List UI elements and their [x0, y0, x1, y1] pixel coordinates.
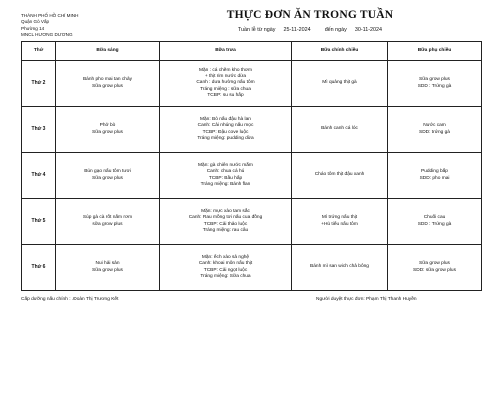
from-date: 25-11-2024	[283, 27, 311, 33]
column-header-lunch: Bữa trưa	[160, 42, 292, 61]
menu-line: Tráng miệng: Sữa chua	[200, 273, 251, 279]
menu-line: Canh: Rau mồng tơi nấu cua đồng	[188, 215, 263, 221]
menu-line: Chuối cau	[423, 215, 446, 221]
menu-line: Pudding bắp	[421, 169, 448, 175]
to-label: đến ngày	[324, 27, 347, 33]
menu-line: Mì quảng thịt gà	[322, 80, 357, 86]
table-body	[22, 61, 482, 291]
breakfast-cell	[56, 199, 160, 245]
day-cell: Thứ 6	[22, 245, 56, 291]
day-cell: Thứ 5	[22, 199, 56, 245]
weekly-menu-table	[21, 41, 482, 291]
menu-line: Tráng miệng: Bánh flan	[200, 181, 251, 187]
menu-line: sữa grow plus	[92, 221, 123, 227]
menu-line: Sữa grow plus	[92, 175, 123, 181]
lunch-cell	[160, 245, 292, 291]
menu-line: Sữa grow plus	[92, 83, 123, 89]
approver-signature-line: Người duyệt thực đơn: Phạm Thị Thanh Huyền	[316, 297, 417, 302]
to-date: 30-11-2024	[354, 27, 383, 33]
snack-cell	[388, 199, 482, 245]
menu-line: Sữa grow plus	[92, 129, 123, 135]
menu-line: Mặn: ếch xào sả nghệ	[201, 255, 250, 261]
column-header-breakfast: Bữa sáng	[56, 42, 160, 61]
menu-line: Canh: chua cá hú	[206, 169, 245, 175]
lunch-cell	[160, 107, 292, 153]
snack-cell	[388, 153, 482, 199]
menu-line: TCBP: Cải ngọt luộc	[203, 267, 248, 273]
menu-line: TCBP: su su hấp	[207, 92, 244, 98]
menu-line: Mặn : cá chẽm kho thơm	[199, 67, 252, 73]
menu-line: Súp gà cà rốt nấm rơm	[82, 215, 133, 221]
chef-signature-line: Cấp dưỡng nấu chính : .Đoàn Thị Trương Kết	[21, 297, 119, 302]
breakfast-cell	[56, 245, 160, 291]
table-header-row	[22, 42, 482, 61]
week-range	[200, 27, 420, 33]
breakfast-cell	[56, 107, 160, 153]
menu-line: TCBP: Cải thảo luộc	[203, 221, 248, 227]
table-row	[22, 153, 482, 199]
table-row	[22, 245, 482, 291]
menu-line: Phở bò	[99, 123, 116, 129]
menu-line: Sữa grow plus	[419, 77, 450, 83]
org-line: MNCL HƯƠNG DƯƠNG	[21, 32, 73, 38]
menu-line: Canh: Cải nhúng nấu mọc	[197, 123, 254, 129]
snack-cell	[388, 245, 482, 291]
column-header-snack: Bữa phụ chiều	[388, 42, 482, 61]
menu-line: Bún gạo nấu tôm tươi	[84, 169, 131, 175]
day-cell: Thứ 2	[22, 61, 56, 107]
main-afternoon-cell	[292, 199, 388, 245]
page-title: THỰC ĐƠN ĂN TRONG TUẦN	[226, 9, 394, 21]
main-afternoon-cell	[292, 153, 388, 199]
menu-line: Bánh pho mai tan chảy	[82, 77, 133, 83]
snack-cell	[388, 107, 482, 153]
day-cell: Thứ 3	[22, 107, 56, 153]
main-afternoon-cell	[292, 61, 388, 107]
menu-line: Cháo tôm thịt đậu xanh	[314, 172, 365, 178]
menu-line: Tráng miệng: rau câu	[202, 227, 249, 233]
day-cell: Thứ 4	[22, 153, 56, 199]
menu-line: Tráng miệng: pudding dừa	[197, 135, 254, 141]
menu-line: Sữa grow plus	[92, 267, 123, 273]
menu-line: Mặn: gà chiên nước mắm	[198, 163, 253, 169]
lunch-cell	[160, 199, 292, 245]
main-afternoon-cell	[292, 245, 388, 291]
menu-line: Canh : dưa hường nấu tôm	[196, 80, 255, 86]
menu-line: Mặn: Bò nấu đậu hà lan	[200, 117, 251, 123]
menu-line: TCBP: Đậu cove luộc	[202, 129, 249, 135]
menu-line: SDD : Trứng gà	[417, 83, 452, 89]
menu-line: SDD: trứng gà	[419, 129, 450, 135]
lunch-cell	[160, 153, 292, 199]
breakfast-cell	[56, 153, 160, 199]
organization-header	[21, 13, 78, 39]
menu-line: Mì trứng nấu thịt	[321, 215, 358, 221]
table-row	[22, 107, 482, 153]
menu-line: TCBP: Bầu hấp	[208, 175, 243, 181]
menu-line: Tráng miệng : sữa chua	[200, 86, 251, 92]
snack-cell	[388, 61, 482, 107]
menu-line: Sữa grow plus	[419, 261, 450, 267]
menu-line: + thịt rim nước dừa	[204, 74, 247, 80]
menu-line: Mặn: mực xào tam sắc	[201, 209, 250, 215]
menu-line: +Hủ tiếu nấu tôm	[321, 221, 358, 227]
menu-line: Canh: khoai môn nấu thịt	[198, 261, 253, 267]
menu-line: SDD : Trứng gà	[417, 221, 452, 227]
menu-line: SDD: pho mai	[419, 175, 450, 181]
menu-line: SDD: sữa grow plus	[413, 267, 456, 273]
breakfast-cell	[56, 61, 160, 107]
menu-line: Nui hải sản	[95, 261, 120, 267]
org-line: Quận Gò Vấp	[21, 19, 50, 25]
main-afternoon-cell	[292, 107, 388, 153]
org-line: THÀNH PHỐ HỒ CHÍ MINH	[21, 13, 79, 18]
column-header-main-afternoon: Bữa chính chiều	[292, 42, 388, 61]
lunch-cell	[160, 61, 292, 107]
menu-line: Nước cam	[423, 123, 446, 129]
menu-line: Bánh canh cá lóc	[321, 126, 358, 132]
menu-line: Bánh mì san wich chả bông	[310, 264, 369, 270]
week-label: Tuần lễ từ ngày	[237, 27, 276, 33]
column-header-day: Thứ	[22, 42, 56, 61]
table-row	[22, 61, 482, 107]
table-row	[22, 199, 482, 245]
org-line: Phường 14	[21, 25, 45, 31]
